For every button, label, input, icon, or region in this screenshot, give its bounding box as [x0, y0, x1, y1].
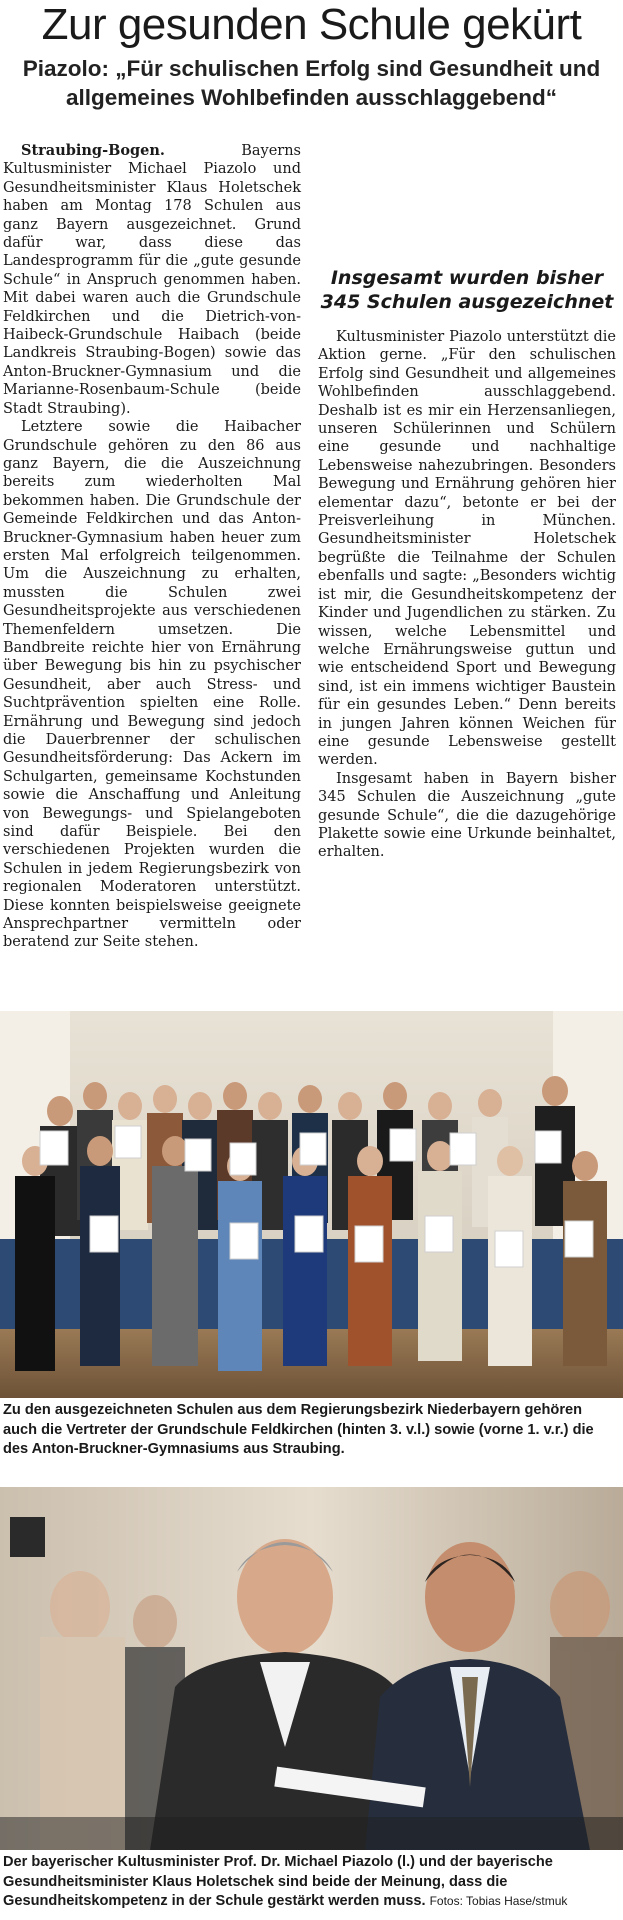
paragraph-1-text: Bayerns Kultusminister Michael Piazolo und Gesundheitsminister Klaus Holetschek haben am Montag 178 Schulen aus ganz Bayern ausgezeichnet. Grund dafür war, dass diese das Landesprogramm für die „gute gesunde Schule“ in Anspruch genommen haben. Mit dabei waren auch die Grundschule Feldkirchen und die Dietrich-von-Haibeck-Grundschule Haibach (beide Landkreis Straubing-Bogen) sowie das Anton-Bruckner-Gymnasium und die Marianne-Rosenbaum-Schule (beide Stadt Straubing).: [3, 143, 301, 417]
group-photo-caption: Zu den ausgezeichneten Schulen aus dem Regierungsbezirk Niederbayern gehören auch die Vertreter der Grundschule Feldkirchen (hinten 3. v.l.) sowie (vorne 1. v.r.) die des Anton-Bruckner-Gymnasiums aus Straubing.: [3, 1402, 594, 1457]
ministers-caption-text: Der bayerischer Kultusminister Prof. Dr. Michael Piazolo (l.) und der bayerische Gesundheitsminister Klaus Holetschek sind beide der Meinung, dass die Gesundheitskompetenz in der Schule gestärkt werden muss.: [3, 1854, 553, 1909]
ministers-photo: [0, 1487, 623, 1850]
headline: Zur gesunden Schule gekürt: [41, 0, 582, 49]
article-paragraph-1: [3, 142, 301, 418]
article-column-right: [318, 142, 616, 862]
photo-credit: Fotos: Tobias Hase/stmuk: [429, 1894, 568, 1908]
ministers-photo-image: [0, 1487, 623, 1850]
group-photo: [0, 1011, 623, 1398]
article-paragraph-2: Letztere sowie die Haibacher Grundschule gehören zu den 86 aus ganz Bayern, die die Auszeichnung bereits zum wiederholten Mal bekommen haben. Die Grundschule der Gemeinde Feldkirchen und das Anton-Bruckner-Gymnasium haben heuer zum ersten Mal erfolgreich teilgenommen. Um die Auszeichnung zu erhalten, mussten die Schulen zwei Gesundheitsprojekte aus verschiedenen Themenfeldern umsetzen. Die Bandbreite reichte hier von Ernährung über Bewegung bis hin zu psychischer Gesundheit, aber auch Stress- und Suchtprävention spielten eine Rolle. Ernährung und Bewegung sind jedoch die Dauerbrenner der schulischen Gesundheitsförderung: Das Ackern im Schulgarten, gemeinsame Kochstunden sowie die Anschaffung und Anleitung von Bewegungs- und Spielangeboten sind dafür Beispiele. Bei den verschiedenen Projekten wurden die Schulen in jedem Regierungsbezirk von regionalen Moderatoren unterstützt. Diese konnten beispielsweise geeignete Ansprechpartner vermitteln oder beratend zur Seite stehen.: [3, 419, 301, 951]
subheadline: Piazolo: „Für schulischen Erfolg sind Gesundheit und allgemeines Wohlbefinden ausschlaggebend“: [22, 56, 601, 110]
ministers-photo-caption: [3, 1853, 620, 1912]
group-photo-image: [0, 1011, 623, 1398]
intertitle: Insgesamt wurden bisher 345 Schulen ausgezeichnet: [320, 267, 614, 313]
article-paragraph-4: Insgesamt haben in Bayern bisher 345 Schulen die Auszeichnung „gute gesunde Schule“, die die dazugehörige Plakette sowie eine Urkunde beinhaltet, erhalten.: [318, 770, 616, 861]
article-paragraph-3: Kultusminister Piazolo unterstützt die Aktion gerne. „Für den schulischen Erfolg sind Gesundheit und allgemeines Wohlbefinden ausschlaggebend. Deshalb ist es mir ein Herzensanliegen, unseren Schülerinnen und Schülern eine gesunde und nachhaltige Lebensweise nahezubringen. Besonders Bewegung und Ernährung gehören hier elementar dazu“, betonte er bei der Preisverleihung in München. Gesundheitsminister Holetschek begrüßte die Teilnahme der Schulen ebenfalls und sagte: „Besonders wichtig ist mir, die Gesundheitskompetenz der Kinder und Jugendlichen zu stärken. Zu wissen, welche Lebensmittel und welche Ernährungsweise guttun und wie entscheidend Sport und Bewegung sind, ist ein immens wichtiger Baustein für ein gesundes Leben.“ Denn bereits in jungen Jahren können Weichen für eine gesunde Lebensweise gestellt werden.: [318, 329, 616, 769]
article-column-left: [3, 142, 301, 952]
dateline: Straubing-Bogen.: [21, 142, 165, 159]
